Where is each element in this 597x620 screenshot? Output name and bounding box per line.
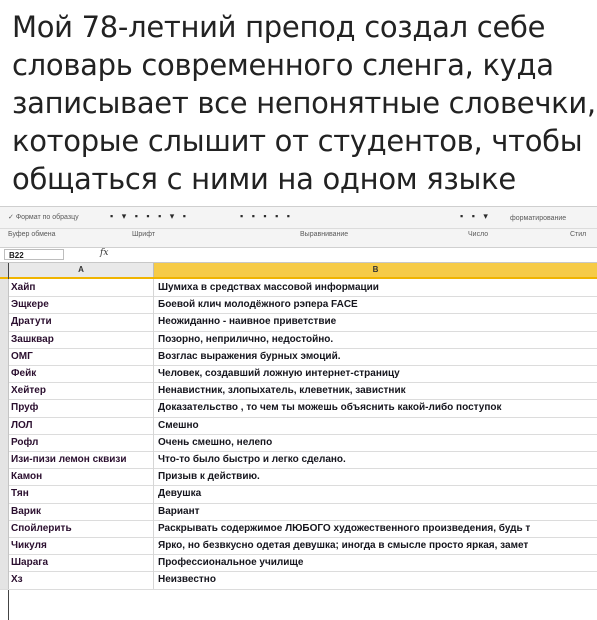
term-cell[interactable]: Хейтер [9,382,154,399]
term-cell[interactable]: Зашквар [9,331,154,348]
definition-cell[interactable]: Раскрывать содержимое ЛЮБОГО художественного произведения, будь т [158,522,531,534]
table-row [0,571,597,589]
format-painter-label: Формат по образцу [15,214,79,221]
term-cell[interactable]: Фейк [9,365,154,382]
caption-line: записывает все непонятные словечки, [12,86,596,120]
format-painter-icon: ✓ [8,214,16,221]
format-painter-button[interactable] [8,213,79,221]
row-header[interactable] [0,451,9,468]
definition-cell[interactable]: Неожиданно - наивное приветствие [158,316,337,328]
term-cell[interactable]: Пруф [9,399,154,416]
font-group-label: Шрифт [132,231,156,238]
ribbon [0,207,597,248]
column-header-b[interactable]: B [154,263,597,277]
row-header[interactable] [0,279,9,296]
definition-cell[interactable]: Смешно [158,419,199,431]
table-row [0,554,597,572]
definition-cell[interactable]: Боевой клич молодёжного рэпера FACE [158,299,358,311]
table-row [0,382,597,400]
table-row [0,331,597,349]
table-row [0,520,597,538]
table-row [0,537,597,555]
term-cell[interactable]: Хз [9,571,154,588]
alignment-controls[interactable]: ▪ ▪ ▪ ▪ ▪ [240,211,293,221]
term-cell[interactable]: ОМГ [9,348,154,365]
alignment-group-label: Выравнивание [300,231,349,238]
definition-cell[interactable]: Позорно, неприлично, недостойно. [158,333,334,345]
definition-cell[interactable]: Что-то было быстро и легко сделано. [158,454,346,465]
table-row [0,417,597,435]
table-row [0,365,597,383]
row-header[interactable] [0,503,9,520]
term-cell[interactable]: Эщкере [9,296,154,313]
name-box[interactable]: B22 [4,249,64,260]
post-caption [12,8,596,198]
table-row [0,485,597,503]
table-row [0,399,597,417]
caption-line: словарь современного сленга, куда [12,48,554,82]
row-header[interactable] [0,417,9,434]
row-header[interactable] [0,313,9,330]
row-header[interactable] [0,520,9,537]
row-header[interactable] [0,348,9,365]
number-group-label: Число [468,231,489,238]
term-cell[interactable]: Камон [9,468,154,485]
conditional-format-button[interactable]: форматирование [510,215,567,222]
definition-cell[interactable]: Шумиха в средствах массовой информации [158,282,379,293]
table-row [0,451,597,469]
term-cell[interactable]: Спойлерить [9,520,154,537]
term-cell[interactable]: Шарага [9,554,154,571]
row-header[interactable] [0,296,9,313]
definition-cell[interactable]: Возглас выражения бурных эмоций. [158,350,341,362]
definition-cell[interactable]: Девушка [158,488,202,500]
definition-cell[interactable]: Профессиональное училище [158,557,304,569]
table-row [0,468,597,486]
caption-line: Мой 78-летний препод создал себе [12,10,546,44]
term-cell[interactable]: Изи-пизи лемон сквизи [9,451,154,468]
row-header[interactable] [0,399,9,416]
row-header[interactable] [0,365,9,382]
definition-cell[interactable]: Ярко, но безвкусно одетая девушка; иногда в смысле просто яркая, замет [158,540,529,551]
row-header[interactable] [0,434,9,451]
column-header-a[interactable]: A [9,263,154,277]
term-cell[interactable]: Хайп [9,279,154,296]
row-header[interactable] [0,331,9,348]
definition-cell[interactable]: Ненавистник, злопыхатель, клеветник, завистник [158,385,406,397]
fx-icon[interactable]: fx [100,248,109,258]
term-cell[interactable]: Рофл [9,434,154,451]
caption-line: которые слышит от студентов, чтобы [12,124,583,158]
table-row [0,279,597,297]
definition-cell[interactable]: Очень смешно, нелепо [158,436,273,448]
definition-cell[interactable]: Человек, создавший ложную интернет-страницу [158,368,400,379]
number-controls[interactable]: ▪ ▪ ▾ [460,211,491,221]
column-headers [0,263,597,279]
term-cell[interactable]: Варик [9,503,154,520]
row-header[interactable] [0,537,9,554]
row-header[interactable] [0,382,9,399]
row-header[interactable] [0,554,9,571]
spreadsheet-window [0,206,597,620]
table-row [0,503,597,521]
font-controls[interactable]: ▪ ▾ ▪ ▪ ▪ ▾ ▪ [110,211,189,221]
term-cell[interactable]: Тян [9,485,154,502]
table-row [0,296,597,314]
styles-group-label: Стил [570,231,587,238]
definition-cell[interactable]: Вариант [158,505,200,517]
formula-bar [0,248,597,263]
term-cell[interactable]: ЛОЛ [9,417,154,434]
table-row [0,313,597,331]
row-header[interactable] [0,485,9,502]
table-row [0,434,597,452]
table-row [0,348,597,366]
row-header[interactable] [0,468,9,485]
term-cell[interactable]: Дратути [9,313,154,330]
row-header[interactable] [0,571,9,588]
definition-cell[interactable]: Призыв к действию. [158,471,260,483]
caption-line: общаться с ними на одном языке [12,162,516,196]
definition-cell[interactable]: Неизвестно [158,574,216,586]
term-cell[interactable]: Чикуля [9,537,154,554]
definition-cell[interactable]: Доказательство , то чем ты можешь объяснить какой-либо поступок [158,402,502,414]
clipboard-group-label: Буфер обмена [8,231,56,238]
